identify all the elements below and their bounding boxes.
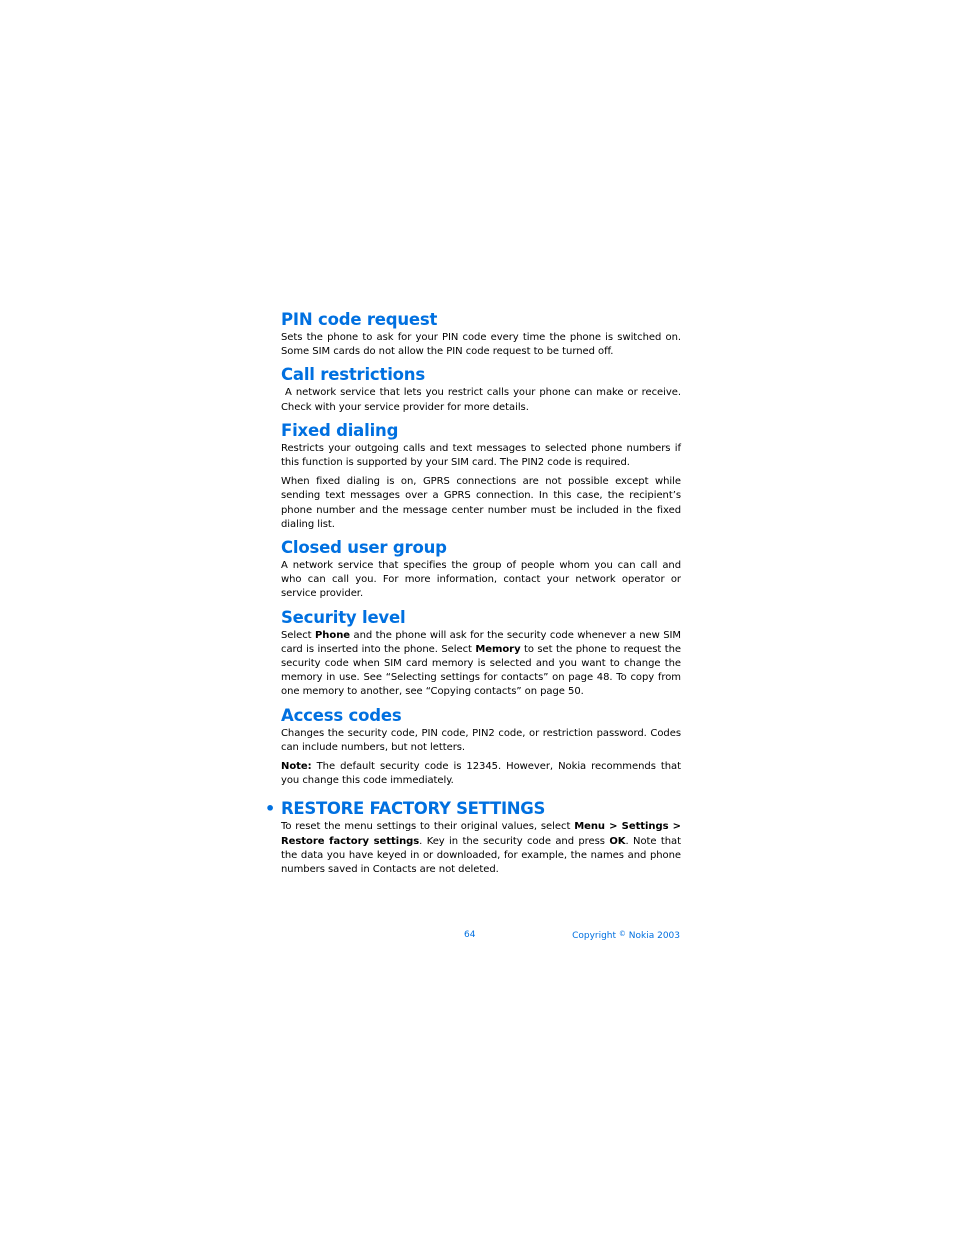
copyright-symbol: © bbox=[618, 930, 626, 938]
section-pin-code-request bbox=[281, 309, 681, 359]
paragraph: When fixed dialing is on, GPRS connections are not possible except while sending text messages over a GPRS connection. In this case, the recipient’s phone number and the message center number must be included in the fixed dialing list. bbox=[281, 476, 681, 530]
paragraph: Restricts your outgoing calls and text messages to selected phone numbers if this function is supported by your SIM card. The PIN2 code is required. bbox=[281, 442, 681, 469]
paragraph bbox=[281, 820, 681, 877]
heading-fixed-dialing: Fixed dialing bbox=[281, 420, 399, 440]
text-run: and the phone will ask for the security code whenever a new SIM card is inserted into the phone. Select bbox=[281, 629, 681, 655]
option-phone: Phone bbox=[315, 629, 351, 641]
note-label: Note: bbox=[281, 761, 312, 773]
copyright-suffix: Nokia 2003 bbox=[625, 931, 680, 941]
option-memory: Memory bbox=[475, 643, 521, 655]
section-access-codes bbox=[281, 705, 681, 789]
paragraph: A network service that specifies the group of people whom you can call and who can call you. For more information, contact your network operator or service provider. bbox=[281, 560, 681, 600]
section-security-level bbox=[281, 607, 681, 700]
heading-closed-user-group: Closed user group bbox=[281, 538, 447, 558]
heading-access-codes: Access codes bbox=[281, 705, 402, 725]
page-number: 64 bbox=[464, 930, 476, 940]
text-run: Select bbox=[281, 629, 316, 641]
paragraph: A network service that lets you restrict calls your phone can make or receive. Check with your service provider for more details. bbox=[281, 387, 685, 413]
text-run: . Note that the data you have keyed in or downloaded, for example, the names and phone numbers saved in Contacts are not deleted. bbox=[281, 835, 681, 876]
bullet-icon: • bbox=[265, 799, 276, 819]
heading-security-level: Security level bbox=[281, 607, 406, 627]
copyright-notice bbox=[572, 930, 680, 941]
paragraph bbox=[281, 629, 681, 700]
copyright-prefix: Copyright bbox=[572, 931, 619, 941]
text-run: to set the phone to request the security code when SIM card memory is selected and you want to change the memory in use. See “Selecting settings for contacts” on page 48. To copy from one memory to another, see “Copying contacts” on page 50. bbox=[281, 643, 681, 698]
section-restore-factory-settings bbox=[265, 798, 681, 877]
menu-path: Menu > Settings > Restore factory settings bbox=[281, 821, 681, 847]
section-fixed-dialing bbox=[281, 420, 681, 532]
heading-restore-factory-settings: RESTORE FACTORY SETTINGS bbox=[281, 799, 546, 819]
document-page bbox=[265, 309, 685, 882]
text-run: . Key in the security code and press bbox=[419, 835, 610, 847]
heading-call-restrictions: Call restrictions bbox=[281, 365, 425, 385]
section-call-restrictions bbox=[281, 364, 685, 414]
paragraph: Sets the phone to ask for your PIN code every time the phone is switched on. Some SIM cards do not allow the PIN code request to be turned off. bbox=[281, 332, 681, 358]
paragraph: Changes the security code, PIN code, PIN2 code, or restriction password. Codes can include numbers, but not letters. bbox=[281, 727, 681, 753]
section-closed-user-group bbox=[281, 537, 681, 602]
text-run: To reset the menu settings to their original values, select bbox=[281, 821, 575, 833]
page-footer bbox=[281, 930, 681, 944]
heading-pin-code-request: PIN code request bbox=[281, 310, 438, 329]
note-paragraph bbox=[281, 760, 681, 788]
note-text: The default security code is 12345. However, Nokia recommends that you change this code immediately. bbox=[281, 761, 681, 787]
key-ok: OK bbox=[609, 835, 626, 847]
